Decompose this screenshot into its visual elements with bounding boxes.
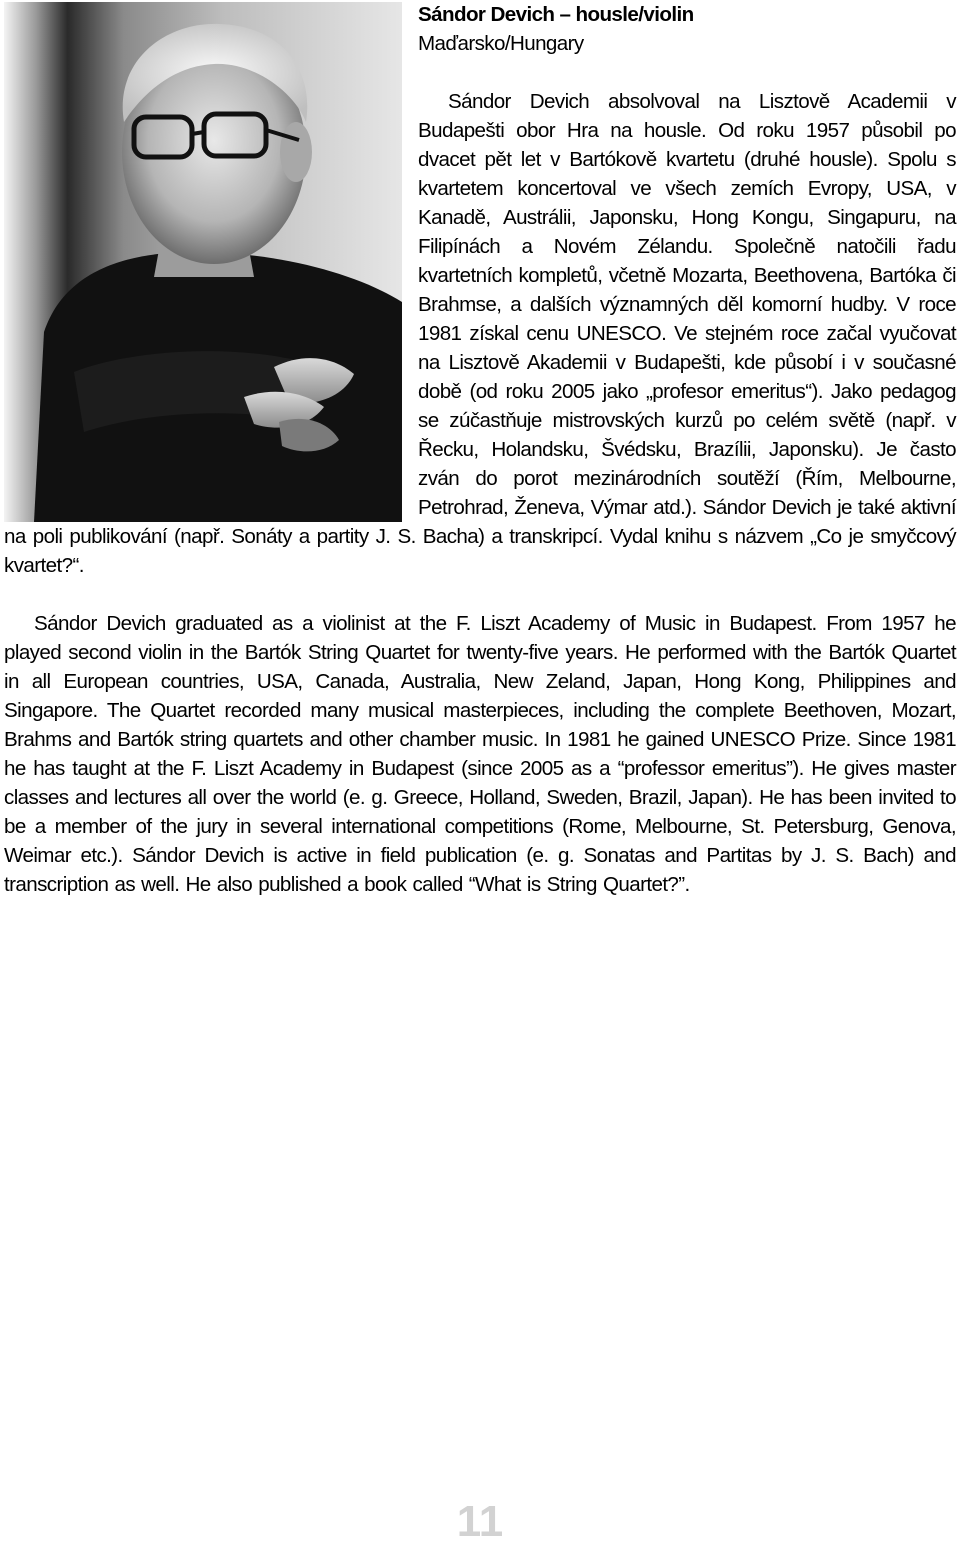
page-number: 11 — [456, 1497, 504, 1546]
article-body — [4, 0, 956, 899]
photo-spacer — [4, 0, 418, 522]
czech-biography: Sándor Devich absolvoval na Lisztově Academii v Budapešti obor Hra na housle. Od roku 1957 působil po dvacet pět let v Bartókově kvartetu (druhé housle). Spolu s kvartetem koncertoval ve všech zemích Evropy, USA, v Kanadě, Austrálii, Japonsku, Hong Kongu, Singapuru, na Filipínách a Novém Zélandu. Společně natočili řadu kvartetních kompletů, včetně Mozarta, Beethovena, Bartóka či Brahmse, a dalších významných děl komorní hudby. V roce 1981 získal cenu UNESCO. Ve stejném roce začal vyučovat na Lisztově Akademii v Budapešti, kde působí i v současné době (od roku 2005 jako „profesor emeritus“). Jako pedagog se zúčastňuje mistrovských kurzů po celém světě (např. v Řecku, Holandsku, Švédsku, Brazílii, Japonsku). Je často zván do porot mezinárodních soutěží (Řím, Melbourne, Petrohrad, Ženeva, Výmar atd.). Sándor Devich je také aktivní na poli publikování (např. Sonáty a partity J. S. Bacha) a transkripcí. Vydal knihu s názvem „Co je smyčcový kvartet?“. — [4, 90, 957, 577]
page-title: Sándor Devich – housle/violin — [418, 3, 694, 26]
english-biography: Sándor Devich graduated as a violinist at the F. Liszt Academy of Music in Budapest. From 1957 he played second violin in the Bartók String Quartet for twenty-five years. He performed with the Bartók Quartet in all European countries, USA, Canada, Australia, New Zeland, Japan, Hong Kong, Philippines and Singapore. The Quartet recorded many musical masterpieces, including the complete Beethoven, Mozart, Brahms and Bartók string quartets and other chamber music. In 1981 he gained UNESCO Prize. Since 1981 he has taught at the F. Liszt Academy in Budapest (since 2005 as a “professor emeritus”). He gives master classes and lectures all over the world (e. g. Greece, Holland, Sweden, Brazil, Japan). He has been invited to be a member of the jury in several international competitions (Rome, Melbourne, St. Petersburg, Genova, Weimar etc.). Sándor Devich is active in field publication (e. g. Sonatas and Partitas by J. S. Bach) and transcription as well. He also published a book called “What is String Quartet?”. — [4, 612, 956, 896]
country-subtitle: Maďarsko/Hungary — [418, 32, 584, 55]
